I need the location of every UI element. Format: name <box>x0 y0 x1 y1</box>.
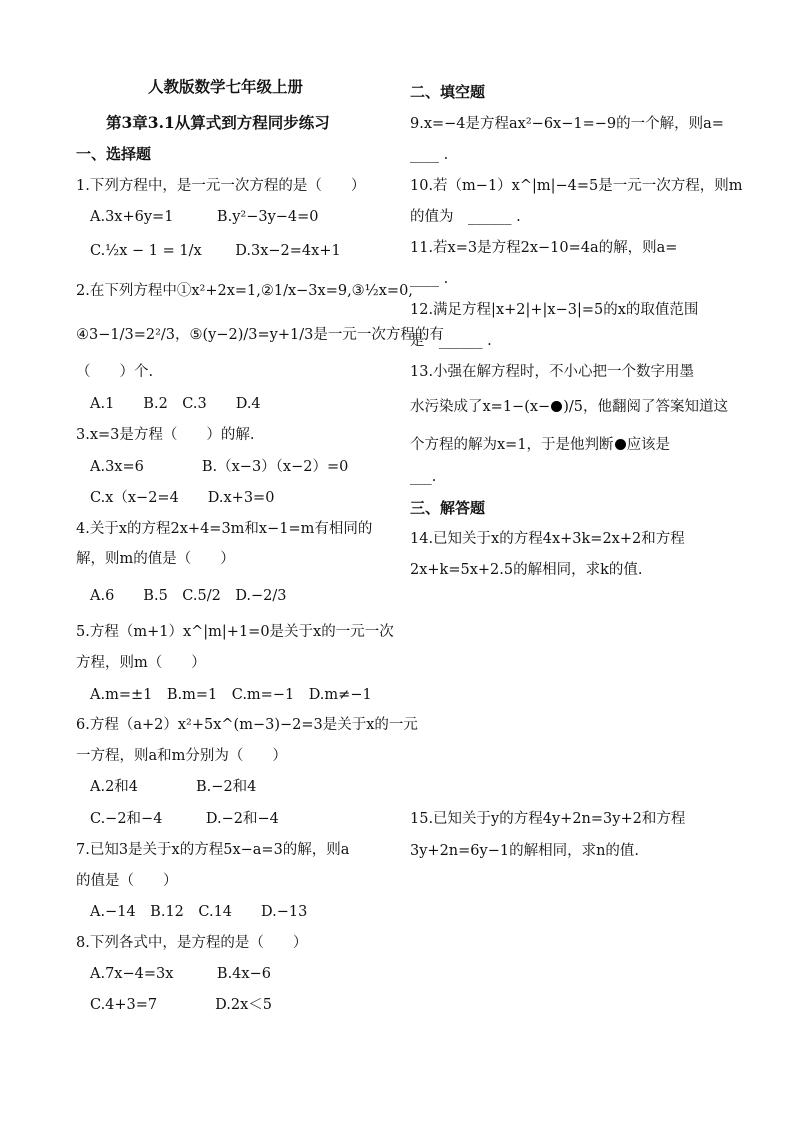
q6-options-cd: C.−2和−4 D.−2和−4 <box>90 811 279 827</box>
doc-subtitle: 第3章3.1从算式到方程同步练习 <box>106 113 330 132</box>
q1-options-cd: C.½x − 1 = 1/x D.3x−2=4x+1 <box>90 243 341 259</box>
q1-stem: 1.下列方程中，是一元一次方程的是（ ） <box>76 178 366 194</box>
q13-stem-line2 <box>410 398 728 416</box>
q7-stem-line1: 7.已知3是关于x的方程5x−a=3的解，则a <box>76 842 350 858</box>
q9-stem-line1: 9.x=−4是方程ax²−6x−1=−9的一个解，则a= <box>410 116 724 132</box>
q11-stem-line1: 11.若x=3是方程2x−10=4a的解，则a= <box>410 240 678 256</box>
q13-stem-line4: ___. <box>410 469 437 485</box>
q13-stem-line3 <box>410 436 670 454</box>
ink-blot-icon <box>615 439 626 450</box>
q13-stem-line2-text: 水污染成了x=1−(x− <box>410 399 551 415</box>
q7-stem-line2: 的值是（ ） <box>76 873 178 889</box>
q4-stem-line1: 4.关于x的方程2x+4=3m和x−1=m有相同的 <box>76 521 373 537</box>
q2-stem-line1: 2.在下列方程中①x²+2x=1,②1/x−3x=9,③½x=0, <box>76 283 413 299</box>
q5-stem-line1: 5.方程（m+1）x^|m|+1=0是关于x的一元一次 <box>76 624 394 640</box>
q6-options-ab: A.2和4 B.−2和4 <box>90 779 257 795</box>
q5-options: A.m=±1 B.m=1 C.m=−1 D.m≠−1 <box>90 687 372 703</box>
q15-stem-line2: 3y+2n=6y−1的解相同，求n的值. <box>410 843 640 859</box>
q2-options: A.1 B.2 C.3 D.4 <box>90 396 261 412</box>
q13-stem-line3-text: 个方程的解为x=1，于是他判断 <box>410 437 614 453</box>
q4-stem-line2: 解，则m的值是（ ） <box>76 551 235 567</box>
q5-stem-line2: 方程，则m（ ） <box>76 655 206 671</box>
q10-stem-line2: 的值为 ______ . <box>410 209 521 225</box>
q3-options-cd: C.x（x−2=4 D.x+3=0 <box>90 490 275 506</box>
section-choice: 一、选择题 <box>76 145 152 163</box>
q6-stem-line1: 6.方程（a+2）x²+5x^(m−3)−2=3是关于x的一元 <box>76 717 418 733</box>
q14-stem-line1: 14.已知关于x的方程4x+3k=2x+2和方程 <box>410 531 685 547</box>
q12-stem-line1: 12.满足方程|x+2|+|x−3|=5的x的取值范围 <box>410 302 699 318</box>
q14-stem-line2: 2x+k=5x+2.5的解相同，求k的值. <box>410 562 643 578</box>
q9-stem-line2: ____ . <box>410 147 449 163</box>
q3-stem: 3.x=3是方程（ ）的解. <box>76 427 255 443</box>
q12-stem-line2: 是 ______ . <box>410 333 492 349</box>
q13-stem-line1: 13.小强在解方程时，不小心把一个数字用墨 <box>410 364 695 380</box>
q1-options-ab: A.3x+6y=1 B.y²−3y−4=0 <box>90 209 319 225</box>
q13-stem-line3-tail: 应该是 <box>626 437 671 453</box>
q8-stem: 8.下列各式中，是方程的是（ ） <box>76 935 308 951</box>
q8-options-ab: A.7x−4=3x B.4x−6 <box>90 966 271 982</box>
q11-stem-line2: ____ . <box>410 271 449 287</box>
section-fill: 二、填空题 <box>410 83 486 101</box>
section-solve: 三、解答题 <box>410 499 486 517</box>
q2-stem-line2: ④3−1/3=2²/3，⑤(y−2)/3=y+1/3是一元一次方程的有 <box>76 327 444 343</box>
q13-stem-line2-tail: )/5，他翻阅了答案知道这 <box>563 399 728 415</box>
ink-blot-icon <box>551 401 562 412</box>
q6-stem-line2: 一方程，则a和m分别为（ ） <box>76 748 287 764</box>
doc-title: 人教版数学七年级上册 <box>148 77 304 96</box>
q2-stem-line3: （ ）个. <box>76 364 154 380</box>
q8-options-cd: C.4+3=7 D.2x＜5 <box>90 997 273 1013</box>
q15-stem-line1: 15.已知关于y的方程4y+2n=3y+2和方程 <box>410 811 686 827</box>
q10-stem-line1: 10.若（m−1）x^|m|−4=5是一元一次方程，则m <box>410 178 743 194</box>
q3-options-ab: A.3x=6 B.（x−3）（x−2）=0 <box>90 459 349 475</box>
q7-options: A.−14 B.12 C.14 D.−13 <box>90 904 308 920</box>
q4-options: A.6 B.5 C.5/2 D.−2/3 <box>90 588 287 604</box>
